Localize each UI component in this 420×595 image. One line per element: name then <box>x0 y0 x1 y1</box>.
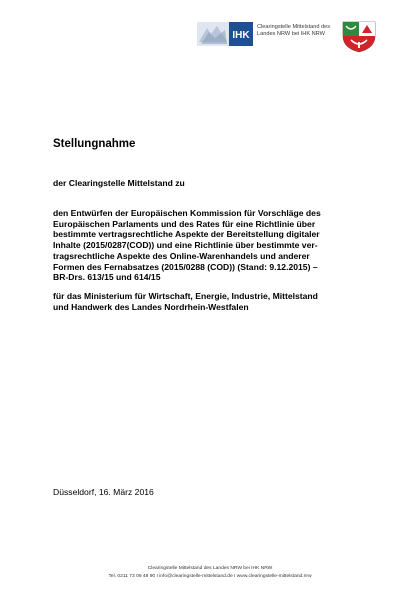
clearing-line-1: Clearingstelle Mittelstand des <box>257 24 331 30</box>
subject-line: Inhalte (2015/0287(COD)) und eine Richtlinie über bestimmte ver- <box>53 240 318 251</box>
footer-organization: Clearingstelle Mittelstand des Landes NRW bei IHK NRW <box>147 566 273 571</box>
ihk-logo <box>197 22 253 46</box>
nrw-coat-of-arms-icon <box>339 18 379 54</box>
clearingstelle-name <box>257 24 330 38</box>
recipient-line: für das Ministerium für Wirtschaft, Energie, Industrie, Mittelstand <box>53 291 318 301</box>
ihk-logo-icon <box>197 22 253 46</box>
subject-line: Europäischen Parlaments und des Rates für eine Richtlinie über <box>53 218 316 229</box>
subject-paragraph <box>53 208 383 283</box>
subject-line: den Entwürfen der Europäischen Kommission für Vorschläge des <box>53 208 321 218</box>
subject-line: bestimmte vertragsrechtliche Aspekte der Bereitstellung digitaler <box>53 229 320 240</box>
ihk-logo-label: IHK <box>232 30 250 41</box>
subject-line: BR-Drs. 613/15 und 614/15 <box>53 272 161 283</box>
subject-line: Formen des Fernabsatzes (2015/0288 (COD)) (Stand: 9.12.2015) – <box>53 261 318 272</box>
footer-contact: Tel. 0211 73 06 48 90 I info@clearingstelle-mittelstand.de I www.clearingstelle-mittelstand.nrw <box>108 574 312 579</box>
place-date: Düsseldorf, 16. März 2016 <box>53 487 154 497</box>
recipient-line: und Handwerk des Landes Nordrhein-Westfalen <box>53 301 249 312</box>
document-title: Stellungnahme <box>53 138 136 150</box>
recipient-paragraph <box>53 291 383 312</box>
subject-line: tragsrechtliche Aspekte des Online-Warenhandels und anderer <box>53 250 310 261</box>
clearing-line-2: Landes NRW bei IHK NRW <box>257 31 325 37</box>
document-subtitle: der Clearingstelle Mittelstand zu <box>53 178 185 188</box>
